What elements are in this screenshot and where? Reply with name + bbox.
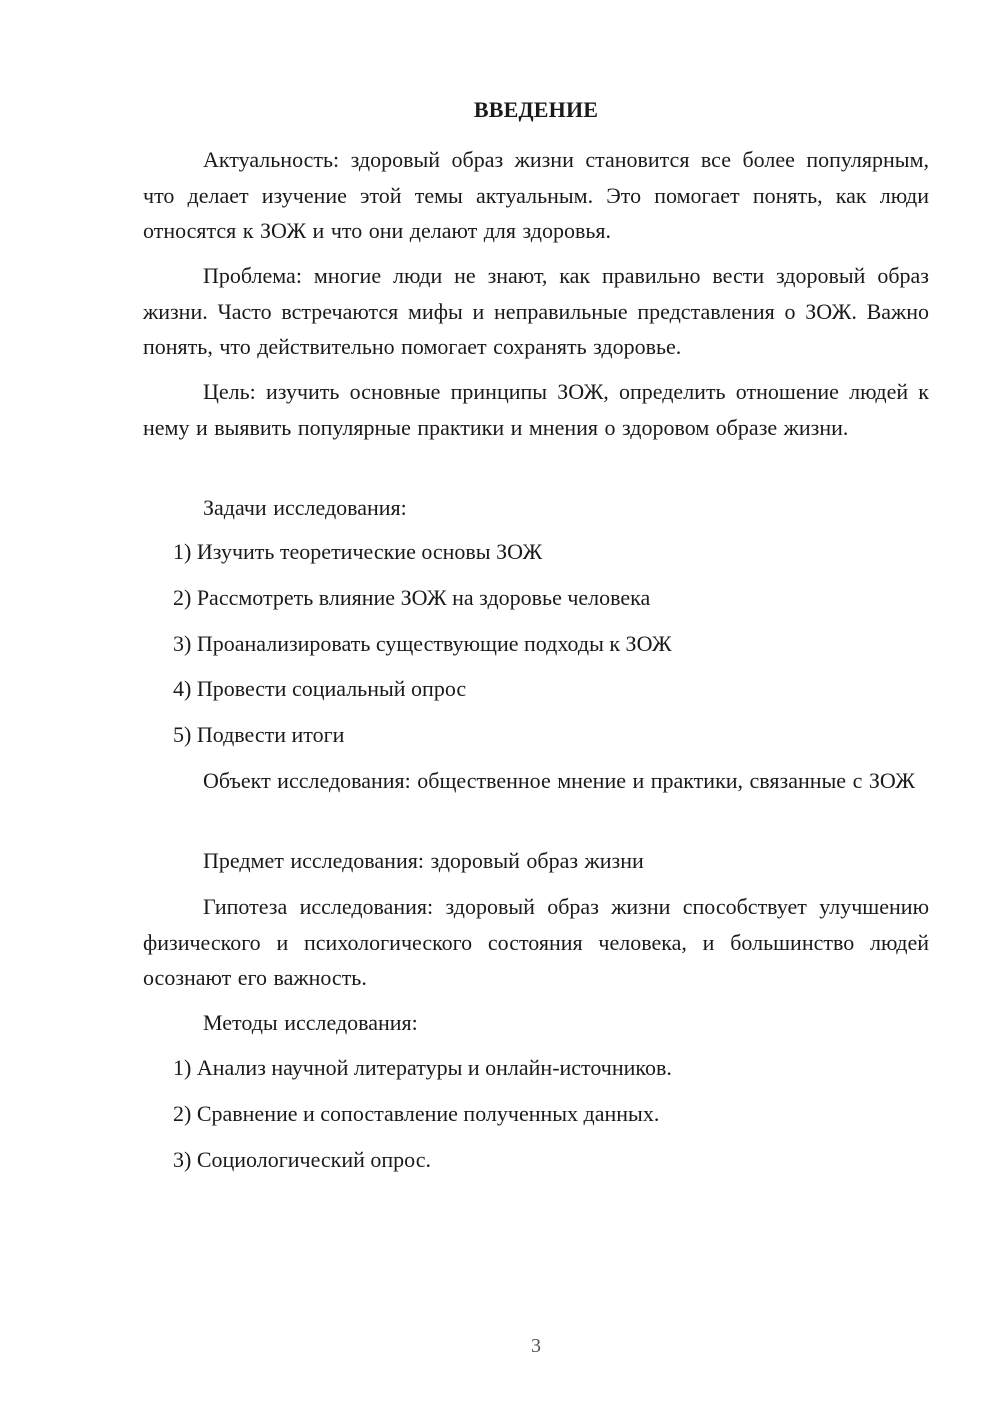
tasks-title: Задачи исследования:	[203, 495, 407, 520]
task-item: 1) Изучить теоретические основы ЗОЖ	[173, 539, 543, 564]
task-item: 2) Рассмотреть влияние ЗОЖ на здоровье человека	[173, 585, 651, 610]
task-item: 5) Подвести итоги	[173, 722, 345, 747]
relevance-paragraph: Актуальность: здоровый образ жизни становится все более популярным, что делает изучение этой темы актуальным. Это помогает понять, как люди относятся к ЗОЖ и что они делают для здоровья.	[143, 147, 929, 243]
object-paragraph: Объект исследования: общественное мнение и практики, связанные с ЗОЖ	[203, 768, 915, 793]
problem-paragraph: Проблема: многие люди не знают, как правильно вести здоровый образ жизни. Часто встречаются мифы и неправильные представления о ЗОЖ. Важно понять, что действительно помогает сохранять здоровье.	[143, 263, 929, 359]
task-item: 3) Проанализировать существующие подходы к ЗОЖ	[173, 631, 672, 656]
method-item: 3) Социологический опрос.	[173, 1147, 431, 1172]
document-page	[143, 0, 929, 1414]
page-number: 3	[531, 1335, 541, 1357]
hypothesis-paragraph: Гипотеза исследования: здоровый образ жизни способствует улучшению физического и психологического состояния человека, и большинство людей осознают его важность.	[143, 894, 929, 990]
task-item: 4) Провести социальный опрос	[173, 676, 467, 701]
method-item: 2) Сравнение и сопоставление полученных данных.	[173, 1101, 660, 1126]
methods-title: Методы исследования:	[203, 1010, 418, 1035]
goal-paragraph: Цель: изучить основные принципы ЗОЖ, определить отношение людей к нему и выявить популярные практики и мнения о здоровом образе жизни.	[143, 379, 929, 440]
section-heading: ВВЕДЕНИЕ	[473, 97, 599, 122]
subject-paragraph: Предмет исследования: здоровый образ жизни	[203, 848, 644, 873]
method-item: 1) Анализ научной литературы и онлайн-источников.	[173, 1055, 672, 1080]
